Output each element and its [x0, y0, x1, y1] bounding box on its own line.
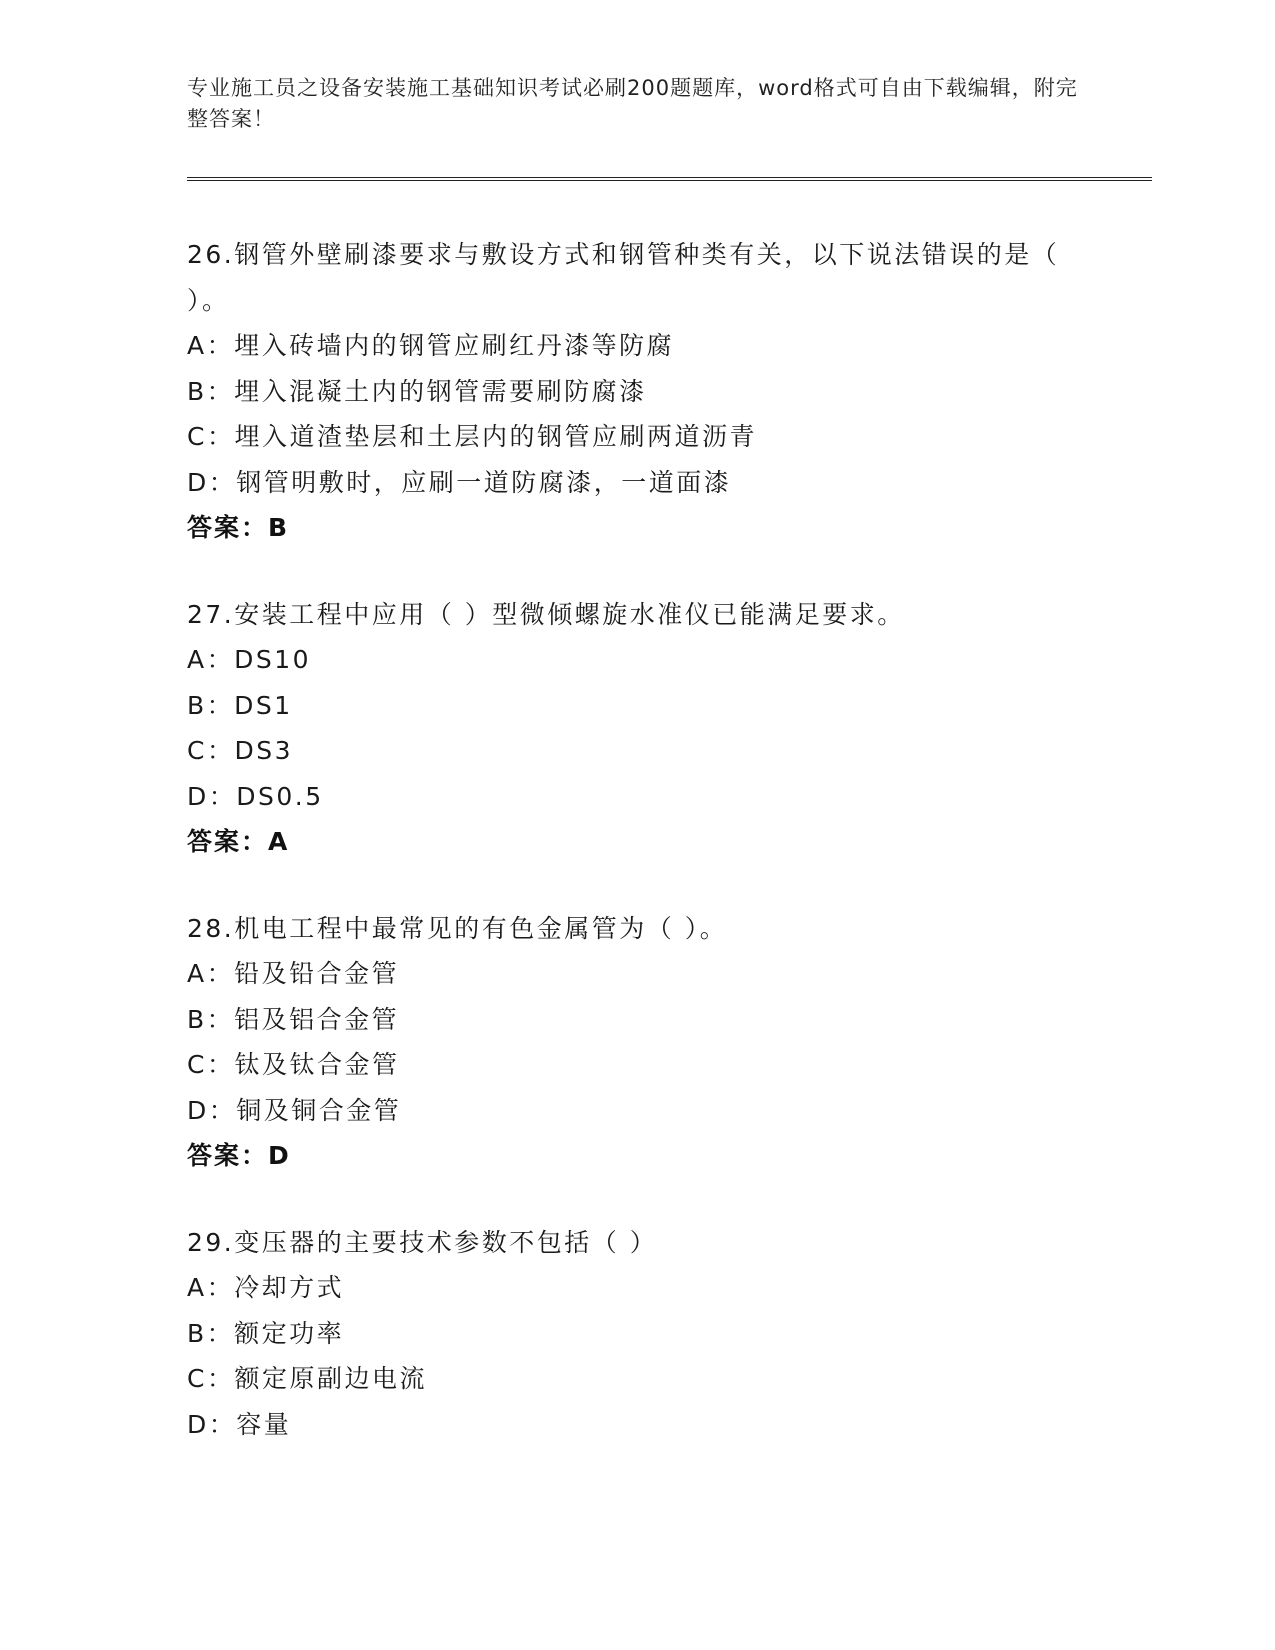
- answer-line: 答案：D: [187, 1141, 291, 1170]
- option-a: A：DS10: [187, 645, 312, 674]
- option-d: D：钢管明敷时，应刷一道防腐漆，一道面漆: [187, 467, 732, 497]
- option-c: C：钛及钛合金管: [187, 1050, 400, 1079]
- question-27: [187, 592, 1137, 865]
- option-c: C：埋入道渣垫层和土层内的钢管应刷两道沥青: [187, 422, 757, 451]
- question-29: [187, 1220, 1137, 1448]
- option-d: D：容量: [187, 1409, 292, 1439]
- header-divider: [187, 177, 1152, 181]
- option-a: A：冷却方式: [187, 1273, 345, 1302]
- document-header: 专业施工员之设备安装施工基础知识考试必刷200题题库，word格式可自由下载编辑，附完整答案！: [187, 76, 1078, 131]
- question-stem: 28.机电工程中最常见的有色金属管为（ ）。: [187, 913, 728, 943]
- question-list: [187, 232, 1137, 1488]
- option-d: D：铜及铜合金管: [187, 1095, 402, 1125]
- answer-line: 答案：A: [187, 827, 290, 856]
- option-b: B：DS1: [187, 690, 293, 720]
- question-stem: 26.钢管外壁刷漆要求与敷设方式和钢管种类有关，以下说法错误的是（ ）。: [187, 240, 1060, 315]
- option-b: B：埋入混凝土内的钢管需要刷防腐漆: [187, 376, 647, 406]
- answer-line: 答案：B: [187, 513, 290, 542]
- question-26: [187, 232, 1137, 551]
- option-b: B：铝及铝合金管: [187, 1004, 400, 1034]
- option-a: A：铅及铅合金管: [187, 959, 400, 988]
- option-b: B：额定功率: [187, 1318, 345, 1348]
- question-28: [187, 906, 1137, 1179]
- option-c: C：DS3: [187, 736, 293, 765]
- option-d: D：DS0.5: [187, 781, 324, 811]
- question-stem: 29.变压器的主要技术参数不包括（ ）: [187, 1227, 658, 1257]
- option-c: C：额定原副边电流: [187, 1364, 427, 1393]
- option-a: A：埋入砖墙内的钢管应刷红丹漆等防腐: [187, 331, 675, 360]
- question-stem: 27.安装工程中应用（ ）型微倾螺旋水准仪已能满足要求。: [187, 599, 905, 629]
